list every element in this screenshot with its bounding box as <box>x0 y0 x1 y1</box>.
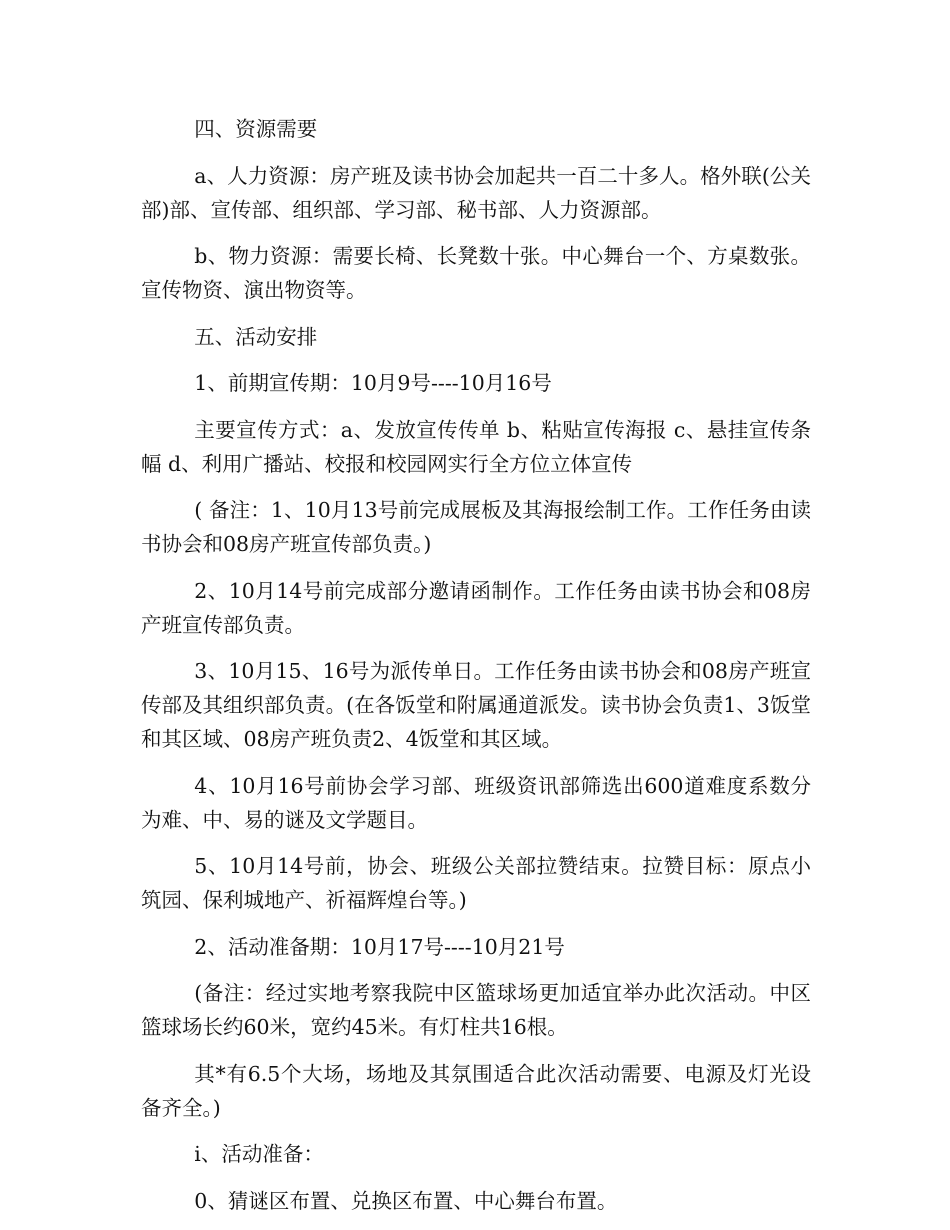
paragraph-publicity-period: 1、前期宣传期：10月9号----10月16号 <box>194 371 552 395</box>
paragraph-publicity-methods: 主要宣传方式：a、发放宣传传单 b、粘贴宣传海报 c、悬挂宣传条幅 d、利用广播站、校报和校园网实行全方位立体宣传 <box>141 417 811 476</box>
paragraph-venue-details: 其*有6.5个大场，场地及其氛围适合此次活动需要、电源及灯光设备齐全。) <box>141 1061 811 1120</box>
paragraph-activity-preparation: i、活动准备： <box>194 1142 324 1166</box>
section-heading-schedule: 五、活动安排 <box>194 324 318 349</box>
paragraph-riddle-selection: 4、10月16号前协会学习部、班级资讯部筛选出600道难度系数分为难、中、易的谜及文学题目。 <box>141 773 811 832</box>
paragraph-flyer-days: 3、10月15、16号为派传单日。工作任务由读书协会和08房产班宣传部及其组织部负责。(在各饭堂和附属通道派发。读书协会负责1、3饭堂和其区域、08房产班负责2、4饭堂和其区域。 <box>141 659 811 751</box>
paragraph-venue-note: (备注：经过实地考察我院中区篮球场更加适宜举办此次活动。中区篮球场长约60米，宽约45米。有灯柱共16根。 <box>141 981 811 1039</box>
document-body <box>141 112 811 1230</box>
paragraph-human-resources: a、人力资源：房产班及读书协会加起共一百二十多人。格外联(公关部)部、宣传部、组织部、学习部、秘书部、人力资源部。 <box>141 163 811 222</box>
paragraph-invitations: 2、10月14号前完成部分邀请函制作。工作任务由读书协会和08房产班宣传部负责。 <box>141 578 811 637</box>
paragraph-sponsorship: 5、10月14号前，协会、班级公关部拉赞结束。拉赞目标：原点小筑园、保利城地产、祈福辉煌台等。) <box>141 854 811 912</box>
paragraph-preparation-period: 2、活动准备期：10月17号----10月21号 <box>194 934 565 959</box>
paragraph-area-setup: 0、猜谜区布置、兑换区布置、中心舞台布置。 <box>194 1188 618 1213</box>
section-heading-resources: 四、资源需要 <box>194 117 318 141</box>
paragraph-material-resources: b、物力资源：需要长椅、长凳数十张。中心舞台一个、方桌数张。宣传物资、演出物资等。 <box>141 244 811 302</box>
paragraph-note-posters: ( 备注：1、10月13号前完成展板及其海报绘制工作。工作任务由读书协会和08房产班宣传部负责。) <box>141 498 811 556</box>
